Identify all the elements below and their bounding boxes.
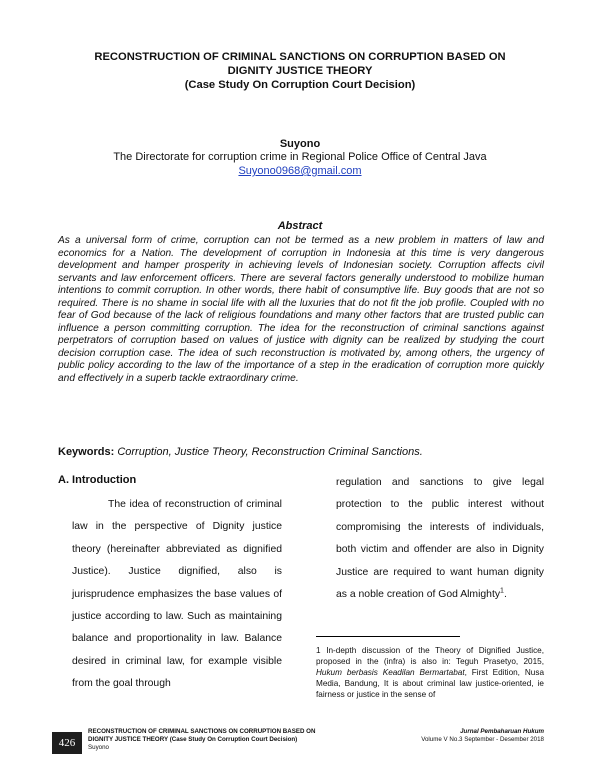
footer-title-line-2: DIGNITY JUSTICE THEORY (Case Study On Corruption Court Decision) bbox=[88, 736, 298, 743]
footer-journal-name: Jurnal Pembaharuan Hukum bbox=[460, 728, 544, 735]
footer-volume: Volume V No.3 September - Desember 2018 bbox=[421, 736, 544, 743]
footnote-ref[interactable]: 1 bbox=[500, 587, 504, 595]
paper-title bbox=[40, 50, 560, 92]
keywords-label: Keywords: bbox=[58, 446, 115, 458]
footnote-text-a: In-depth discussion of the Theory of Dignified Justice, proposed in the (infra) is also in: Teguh Prasetyo, 2015, bbox=[316, 646, 544, 667]
abstract-text: As a universal form of crime, corruption can not be termed as a new problem in matters of law and economics for a Nation. The development of corruption in Indonesia at this time is very dangerous development and hamper prosperity in achieving levels of Indonesian society. Corruption affects civil servants and law enforcement officers. There are several factors generally understood to mobilize human intentions to commit corruption. In other words, there habit of consumptive life. Buy goods that are not so required. There is no shame in social life with all the luxuries that do not fit the job profile. Coupled with no fear of God because of the lack of religious foundations and many other factors that are trusted public can influence a person committing corruption. The idea for the reconstruction of criminal sanctions against perpetrators of corruption based on values of justice with dignity can be realized by studying the court decision corruption case. The idea of such reconstruction is motivated by, among others, the urgency of public policy according to the law of the importance of a step in the eradication of corruption more quickly and effectively in a superb tackle extraordinary crime. bbox=[58, 235, 544, 385]
intro-paragraph-right bbox=[336, 472, 544, 606]
footnote-italic-title: Hukum berbasis Keadilan Bermartabat bbox=[316, 668, 465, 678]
intro-column-left bbox=[72, 494, 282, 696]
footer-running-title bbox=[88, 728, 358, 752]
author-affiliation: The Directorate for corruption crime in Regional Police Office of Central Java bbox=[113, 151, 487, 163]
abstract-heading: Abstract bbox=[277, 220, 323, 232]
footnote-number: 1 bbox=[316, 646, 321, 655]
keywords-value: Corruption, Justice Theory, Reconstruction Criminal Sanctions. bbox=[117, 446, 423, 458]
section-heading-introduction: A. Introduction bbox=[58, 474, 137, 486]
page-number: 426 bbox=[52, 732, 82, 754]
footer-journal bbox=[360, 728, 544, 744]
footnote-1 bbox=[316, 645, 544, 700]
author-email-line bbox=[40, 165, 560, 177]
intro-right-end: . bbox=[503, 589, 507, 601]
author-name: Suyono bbox=[279, 138, 321, 150]
footnote-divider bbox=[316, 636, 460, 637]
author-email-link[interactable]: Suyono0968@gmail.com bbox=[238, 165, 362, 177]
keywords-line bbox=[58, 446, 423, 458]
intro-paragraph-left: The idea of reconstruction of criminal law in the perspective of Dignity justice theory (hereinafter abbreviated as dignified Justice). Justice dignified, also is jurisprudence emphasizes the base values of justice according to law. Such as maintaining balance and proportionality in law. Balance desired in criminal law, for example visible from the goal through bbox=[72, 499, 282, 690]
title-line-2: DIGNITY JUSTICE THEORY bbox=[227, 65, 373, 77]
footer-author: Suyono bbox=[88, 744, 109, 751]
footer-title-line-1: RECONSTRUCTION OF CRIMINAL SANCTIONS ON CORRUPTION BASED ON bbox=[88, 728, 316, 735]
title-line-3: (Case Study On Corruption Court Decision) bbox=[184, 79, 416, 91]
intro-right-text: regulation and sanctions to give legal protection to the public interest without compromising the interests of individuals, both victim and offender are also in Dignity Justice are required to want human dignity as a noble creation of God Almighty bbox=[336, 477, 544, 601]
title-line-1: RECONSTRUCTION OF CRIMINAL SANCTIONS ON CORRUPTION BASED ON bbox=[94, 51, 506, 63]
footnote-text-b: , First Edition, Nusa Media, Bandung, It is about criminal law justice-oriented, ie fairness or justice in the sense of bbox=[316, 668, 544, 700]
page-footer bbox=[0, 724, 600, 776]
intro-column-right bbox=[336, 472, 544, 606]
